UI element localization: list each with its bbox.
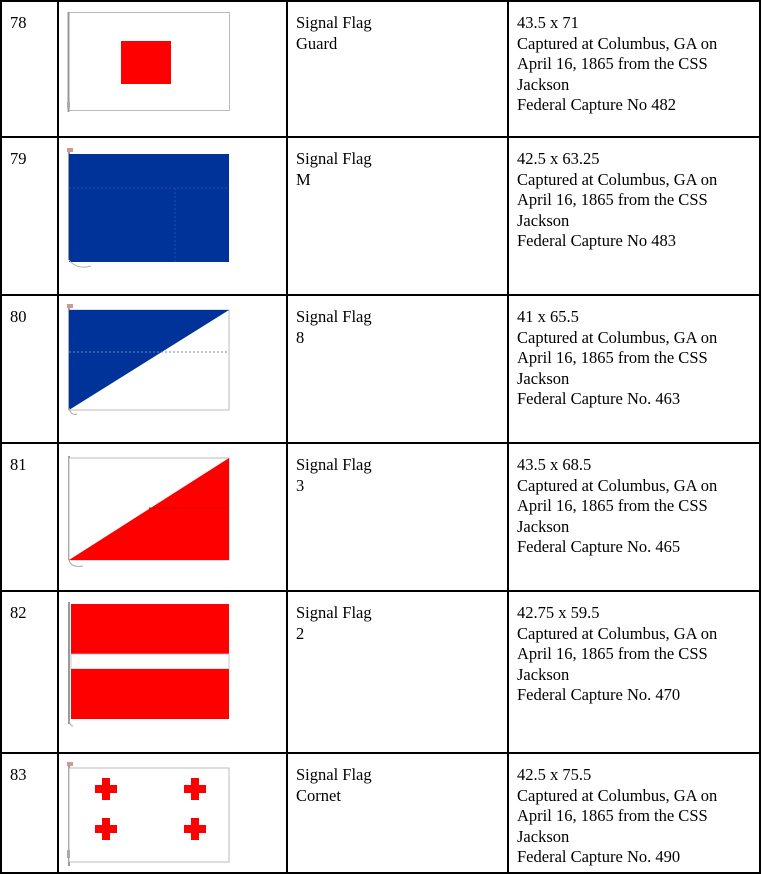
capture-text: Captured at Columbus, GA on [517,785,718,805]
capture-text: April 16, 1865 from the CSS [517,496,708,516]
flag-name-line: Signal Flag [296,455,372,474]
item-number: 79 [1,137,58,295]
flag-name-cell [287,137,508,295]
flag-image-cell [58,753,287,873]
dimensions: 43.5 x 71 [517,13,579,32]
red-white-red-horizontal-flag-icon [65,602,231,732]
federal-capture-number: Federal Capture No. 490 [517,847,681,867]
flag-name-line: 2 [296,623,305,643]
capture-text: Jackson [517,74,570,94]
flag-name-line: 8 [296,327,305,347]
flag-name-line: Guard [296,33,338,53]
flag-image-cell [58,295,287,443]
red-square-on-white-flag-icon [66,12,231,112]
federal-capture-number: Federal Capture No 482 [517,95,676,115]
table-row [1,1,760,137]
flag-description-cell [508,591,760,753]
item-number: 78 [1,1,58,137]
capture-text: April 16, 1865 from the CSS [517,806,708,826]
flag-image-cell [58,443,287,591]
flag-name-cell [287,753,508,873]
flag-description-cell [508,1,760,137]
white-red-diagonal-flag-icon [65,454,231,574]
capture-text: Captured at Columbus, GA on [517,475,718,495]
flag-name-line: Signal Flag [296,13,372,32]
capture-text: April 16, 1865 from the CSS [517,644,708,664]
capture-text: Jackson [517,368,570,388]
flag-name-line: Signal Flag [296,307,372,326]
flag-name-line: Cornet [296,785,341,805]
flag-name-cell [287,295,508,443]
solid-blue-flag-icon [65,148,231,278]
flag-name-cell [287,1,508,137]
table-row [1,753,760,873]
capture-text: Captured at Columbus, GA on [517,169,718,189]
blue-white-diagonal-flag-icon [65,304,231,422]
table-row [1,137,760,295]
flag-description-cell [508,137,760,295]
capture-text: Captured at Columbus, GA on [517,623,718,643]
capture-text: Captured at Columbus, GA on [517,327,718,347]
capture-text: April 16, 1865 from the CSS [517,348,708,368]
capture-text: April 16, 1865 from the CSS [517,54,708,74]
dimensions: 42.5 x 75.5 [517,765,592,784]
table-row [1,591,760,753]
capture-text: Jackson [517,210,570,230]
capture-text: Jackson [517,826,570,846]
federal-capture-number: Federal Capture No. 470 [517,685,681,705]
flag-image-cell [58,591,287,753]
flag-name-line: M [296,169,311,189]
item-number: 82 [1,591,58,753]
flag-description-cell [508,753,760,873]
item-number: 80 [1,295,58,443]
item-number: 81 [1,443,58,591]
capture-text: Jackson [517,664,570,684]
flag-name-cell [287,591,508,753]
table-row [1,295,760,443]
flag-name-line: 3 [296,475,305,495]
flag-name-line: Signal Flag [296,765,372,784]
flag-image-cell [58,137,287,295]
dimensions: 41 x 65.5 [517,307,579,326]
flag-name-line: Signal Flag [296,149,372,168]
federal-capture-number: Federal Capture No 483 [517,231,676,251]
capture-text: Captured at Columbus, GA on [517,33,718,53]
capture-text: April 16, 1865 from the CSS [517,190,708,210]
capture-text: Jackson [517,516,570,536]
flag-description-cell [508,443,760,591]
dimensions: 42.5 x 63.25 [517,149,600,168]
dimensions: 43.5 x 68.5 [517,455,592,474]
flag-image-cell [58,1,287,137]
flag-name-cell [287,443,508,591]
federal-capture-number: Federal Capture No. 463 [517,389,681,409]
four-red-crosses-flag-icon [65,762,231,872]
flag-name-line: Signal Flag [296,603,372,622]
flag-description-cell [508,295,760,443]
table-row [1,443,760,591]
dimensions: 42.75 x 59.5 [517,603,600,622]
item-number: 83 [1,753,58,873]
federal-capture-number: Federal Capture No. 465 [517,537,681,557]
